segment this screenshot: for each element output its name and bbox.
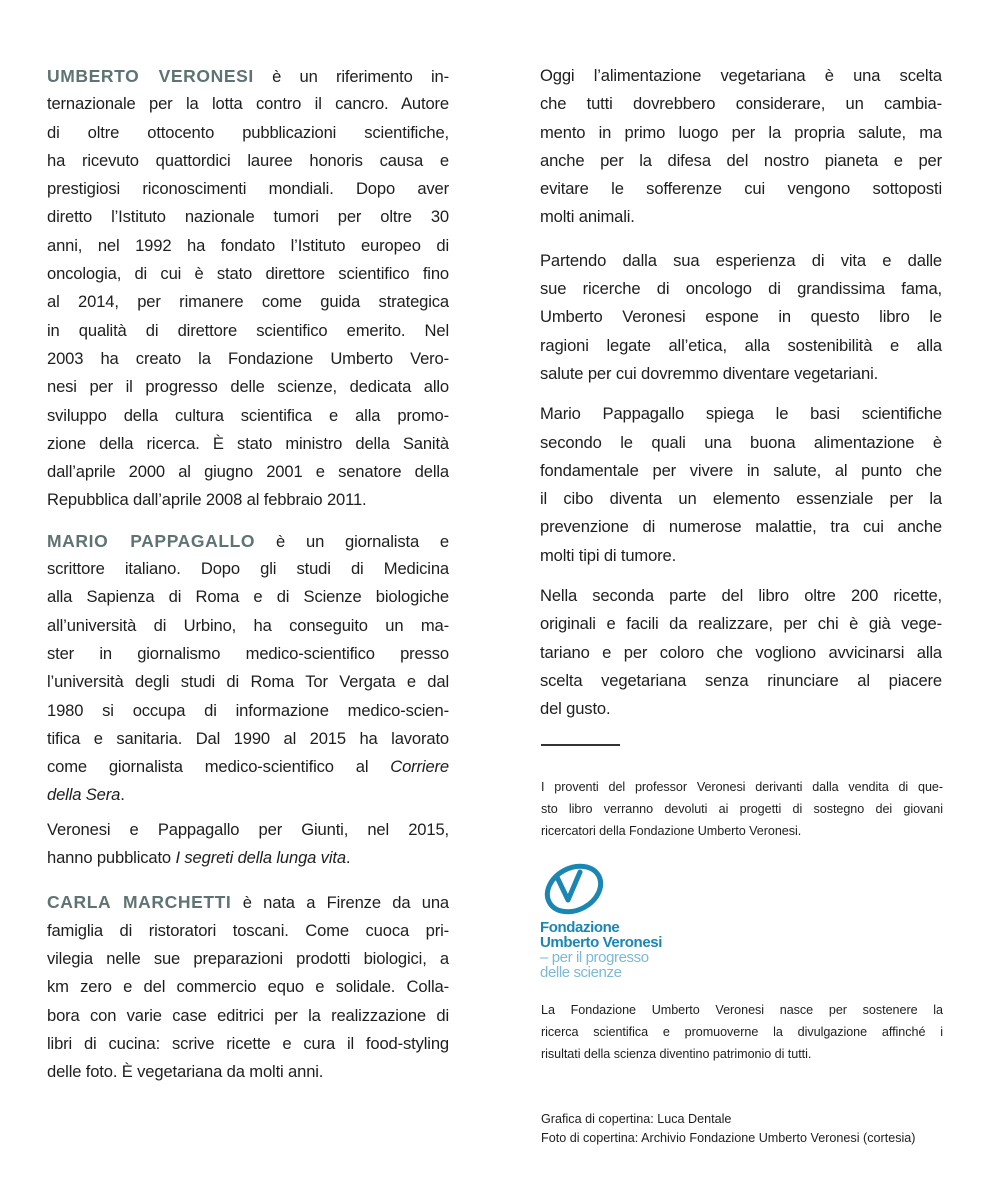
- text-line: [540, 303, 942, 331]
- text-line: [540, 247, 942, 275]
- text-line: [47, 203, 449, 231]
- text-line: [540, 639, 942, 667]
- logo-line-3: – per il progresso: [540, 949, 649, 966]
- paragraph: [47, 62, 449, 515]
- text-line: [540, 542, 942, 570]
- text: 1980 si occupa di informazione medico-scien-: [47, 700, 449, 720]
- text: famiglia di ristoratori toscani. Come cuoca pri-: [47, 920, 449, 940]
- author-name: CARLA MARCHETTI: [47, 892, 232, 913]
- fondazione-logo: [540, 860, 700, 985]
- paragraph: [47, 888, 449, 1086]
- italic-title: Corriere: [390, 757, 449, 777]
- text: oncologia, di cui è stato direttore scientifico fino: [47, 264, 449, 284]
- text: sviluppo della cultura scientifica e alla promo-: [47, 405, 449, 425]
- text: delle foto. È vegetariana da molti anni.: [47, 1062, 324, 1082]
- author-name: UMBERTO VERONESI: [47, 66, 254, 86]
- left-column: [47, 62, 449, 1086]
- text-line: [47, 458, 449, 486]
- paragraph: [47, 816, 449, 873]
- text-line: [540, 667, 942, 695]
- text-line: [540, 119, 942, 147]
- text: .: [345, 848, 351, 868]
- text: Partendo dalla sua esperienza di vita e dalle: [540, 250, 942, 270]
- text-line: ricerca scientifica e promuoverne la divulgazione affinché i: [541, 1025, 943, 1039]
- footnote: [541, 776, 943, 842]
- text-line: [47, 486, 449, 514]
- text-line: [540, 360, 942, 388]
- text: prevenzione di numerose malattie, tra cui anche: [540, 517, 942, 537]
- text-line: [540, 457, 942, 485]
- text-line: [47, 668, 449, 696]
- foundation-description: [541, 999, 943, 1065]
- text: è un riferimento in-: [253, 67, 449, 86]
- text: scrittore italiano. Dopo gli studi di Medicina: [47, 559, 449, 579]
- text: secondo le quali una buona alimentazione è: [540, 432, 942, 452]
- text-line: [540, 275, 942, 303]
- text-line: [47, 725, 449, 753]
- text-line: [47, 175, 449, 203]
- text-line: [47, 90, 449, 118]
- text: tariano e per coloro che vogliono avvicinarsi alla: [540, 642, 942, 662]
- logo-line-1: Fondazione: [540, 919, 620, 936]
- text: il cibo diventa un elemento essenziale per la: [540, 489, 942, 509]
- text-line: [540, 90, 942, 118]
- text: che tutti dovrebbero considerare, un cambia-: [540, 94, 942, 114]
- text: sue ricerche di oncologo di grandissima fama,: [540, 279, 942, 299]
- text-line: [47, 888, 449, 916]
- text: hanno pubblicato: [47, 848, 176, 868]
- divider: [541, 744, 620, 746]
- text: alla Sapienza di Roma e di Scienze biologiche: [47, 587, 449, 607]
- text-line: [47, 640, 449, 668]
- text-line: [47, 844, 449, 872]
- text-line: [47, 917, 449, 945]
- text-line: [540, 429, 942, 457]
- text-line: [47, 62, 449, 90]
- text: mento in primo luogo per la propria salute, ma: [540, 122, 942, 142]
- text-line: [540, 62, 942, 90]
- text-line: [47, 753, 449, 781]
- text: Repubblica dall’aprile 2008 al febbraio 2011.: [47, 490, 367, 510]
- text-line: risultati della scienza diventino patrimonio di tutti.: [541, 1047, 812, 1061]
- text-line: [47, 555, 449, 583]
- text-line: [47, 1030, 449, 1058]
- text-line: [47, 430, 449, 458]
- text-line: [540, 610, 942, 638]
- text: tifica e sanitaria. Dal 1990 al 2015 ha lavorato: [47, 728, 449, 748]
- text: bora con varie case editrici per la realizzazione di: [47, 1005, 449, 1025]
- text: del gusto.: [540, 699, 611, 719]
- text-line: sto libro verranno devoluti ai progetti di sostegno dei giovani: [541, 802, 943, 816]
- paragraph: [540, 62, 942, 232]
- text-line: [47, 612, 449, 640]
- text-line: [47, 402, 449, 430]
- text-line: [540, 332, 942, 360]
- italic-title: della Sera: [47, 785, 121, 805]
- text-line: [47, 583, 449, 611]
- paragraph: [540, 247, 942, 388]
- text-line: [47, 781, 449, 809]
- text: evitare le sofferenze cui vengono sottoposti: [540, 179, 942, 199]
- text: di oltre ottocento pubblicazioni scientifiche,: [47, 122, 449, 142]
- text: al 2014, per rimanere come guida strategica: [47, 292, 449, 312]
- text: è un giornalista e: [255, 531, 449, 551]
- text: dall’aprile 2000 al giugno 2001 e senatore della: [47, 462, 449, 482]
- text: in qualità di direttore scientifico emerito. Nel: [47, 320, 449, 340]
- text: fondamentale per vivere in salute, al punto che: [540, 460, 942, 480]
- text: Umberto Veronesi espone in questo libro le: [540, 307, 942, 327]
- text-line: [47, 973, 449, 1001]
- text-line: [540, 175, 942, 203]
- text-line: [47, 260, 449, 288]
- text: molti tipi di tumore.: [540, 545, 677, 565]
- logo-line-2: Umberto Veronesi: [540, 934, 662, 951]
- text-line: Grafica di copertina: Luca Dentale: [541, 1112, 732, 1126]
- text-line: I proventi del professor Veronesi derivanti dalla vendita di que-: [541, 780, 943, 794]
- right-column: [540, 62, 942, 724]
- text: all’università di Urbino, ha conseguito un ma-: [47, 615, 449, 635]
- text: salute per cui dovremmo diventare vegetariani.: [540, 363, 879, 383]
- text: anche per la difesa del nostro pianeta e per: [540, 150, 942, 170]
- text: scelta vegetariana senza rinunciare al piacere: [540, 670, 942, 690]
- text: originali e facili da realizzare, per chi è già vege-: [540, 614, 942, 634]
- text-line: [47, 945, 449, 973]
- text: ternazionale per la lotta contro il cancro. Autore: [47, 94, 449, 114]
- text: prestigiosi riconoscimenti mondiali. Dopo aver: [47, 179, 449, 199]
- text: vilegia nelle sue preparazioni prodotti biologici, a: [47, 948, 449, 968]
- paragraph: [47, 527, 449, 810]
- text-line: [47, 527, 449, 555]
- text: Nella seconda parte del libro oltre 200 ricette,: [540, 586, 942, 606]
- text-line: ricercatori della Fondazione Umberto Veronesi.: [541, 824, 802, 838]
- text: libri di cucina: scrive ricette e cura il food-styling: [47, 1033, 449, 1053]
- cover-credits: [541, 1110, 961, 1148]
- text-line: [47, 345, 449, 373]
- text-line: [540, 147, 942, 175]
- text: .: [120, 785, 125, 805]
- text-line: [47, 317, 449, 345]
- text-line: [540, 582, 942, 610]
- text: ragioni legate all’etica, alla sostenibilità e alla: [540, 335, 942, 355]
- text-line: [540, 203, 942, 231]
- text: come giornalista medico-scientifico al: [47, 757, 391, 777]
- text: anni, nel 1992 ha fondato l’Istituto europeo di: [47, 235, 449, 255]
- text-line: [47, 232, 449, 260]
- text-line: [47, 816, 449, 844]
- text-line: [540, 695, 942, 723]
- text: Mario Pappagallo spiega le basi scientifiche: [540, 404, 942, 424]
- text-line: [540, 400, 942, 428]
- text: Oggi l’alimentazione vegetariana è una scelta: [540, 66, 942, 85]
- text: molti animali.: [540, 207, 635, 227]
- text: ha ricevuto quattordici lauree honoris causa e: [47, 150, 449, 170]
- text-line: La Fondazione Umberto Veronesi nasce per sostenere la: [541, 1003, 943, 1017]
- text: 2003 ha creato la Fondazione Umberto Vero-: [47, 348, 449, 368]
- check-in-circle-icon: [540, 860, 610, 920]
- paragraph: [540, 582, 942, 723]
- text-line: [540, 485, 942, 513]
- text: è nata a Firenze da una: [231, 893, 449, 913]
- author-name: MARIO PAPPAGALLO: [47, 530, 256, 551]
- paragraph: [540, 400, 942, 570]
- text-line: Foto di copertina: Archivio Fondazione Umberto Veronesi (cortesia): [541, 1131, 916, 1145]
- logo-line-4: delle scienze: [540, 964, 622, 981]
- text: diretto l’Istituto nazionale tumori per oltre 30: [47, 207, 449, 227]
- text: ster in giornalismo medico-scientifico presso: [47, 643, 449, 663]
- text-line: [47, 288, 449, 316]
- italic-title: I segreti della lunga vita: [175, 848, 346, 868]
- text: Veronesi e Pappagallo per Giunti, nel 2015,: [47, 819, 449, 839]
- text: l’università degli studi di Roma Tor Vergata e dal: [47, 672, 449, 692]
- text: zione della ricerca. È stato ministro della Sanità: [47, 433, 449, 453]
- text-line: [47, 147, 449, 175]
- text: km zero e del commercio equo e solidale. Colla-: [47, 977, 449, 997]
- text: nesi per il progresso delle scienze, dedicata allo: [47, 377, 449, 397]
- text-line: [540, 513, 942, 541]
- text-line: [47, 697, 449, 725]
- text-line: [47, 119, 449, 147]
- text-line: [47, 1002, 449, 1030]
- text-line: [47, 1058, 449, 1086]
- text-line: [47, 373, 449, 401]
